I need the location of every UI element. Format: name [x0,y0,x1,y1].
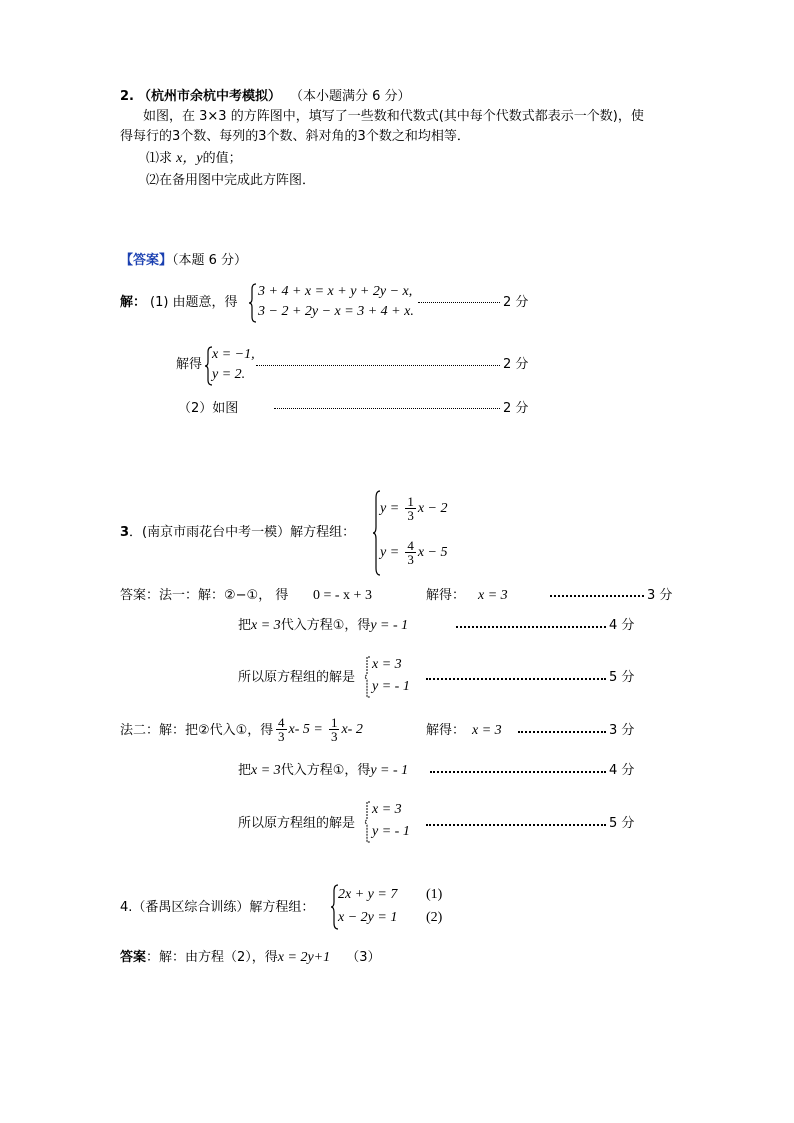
q3-method1-x: x = 3 [478,588,508,603]
answer-points: （本题 6 分） [172,253,248,268]
denominator: 3 [407,552,414,567]
dotted-leader [256,365,500,366]
q3-result-score-2: 5 分 [609,816,635,831]
q3-substitute-score: 4 分 [609,618,635,633]
q3-header [120,524,355,542]
solution-step1-text: (1) 由题意，得 [150,295,238,310]
solved-label: 解得 [176,357,203,372]
fraction [405,539,416,566]
dotted-leader [550,595,644,597]
q4-equation-1: 2x + y = 7 [338,887,398,902]
q3-result-label: 所以原方程组的解是 [238,670,356,685]
q2-part1-tail: 的值； [202,151,242,166]
q3-eqB-lhs: y = [380,545,400,560]
q2-part1-marker: ⑴ [146,151,160,166]
q3-result-x-2: x = 3 [372,802,402,817]
sub-x: x = 3 [251,618,281,633]
q3-eqB-rhs: x − 5 [417,545,448,560]
score-2: 2 分 [503,357,529,372]
q3-method1-lead: 答案：法一：解：②−①， 得 [120,588,289,603]
solution-label: 解： [120,295,147,310]
q3-source: ．(南京市雨花台中考一模）解方程组： [129,525,356,540]
q3-eqA-lhs: y = [380,501,400,516]
q2-body-line1: 如图，在 3×3 的方阵图中，填写了一些数和代数式(其中每个代数式都表示一个数)，使 [143,109,644,124]
q4-number: 4. [120,900,133,915]
q2-source: （杭州市余杭中考模拟） [138,89,282,104]
q3-method2-solved: 解得： [426,723,466,738]
dotted-leader [426,824,606,826]
answer-label: 【答案】 [120,253,173,268]
q3-method1-equation: 0 = - x + 3 [313,588,372,603]
left-brace-icon [364,801,372,843]
sub-text: 代入方程①，得 [280,763,371,778]
q2-number: 2. [120,89,134,104]
score-1: 2 分 [503,295,529,310]
q2-part1 [146,150,242,168]
result-x: x = −1, [212,347,255,362]
dotted-leader [426,678,606,680]
q3-eqA-rhs: x − 2 [417,501,448,516]
q3-result-x: x = 3 [372,657,402,672]
q4-header [120,899,314,917]
q3-method2-score: 3 分 [609,723,635,738]
q4-answer-text: ：解：由方程（2），得 [146,950,278,965]
sub-text: 代入方程①，得 [280,618,371,633]
fraction [329,716,340,743]
fraction [405,495,416,522]
q2-points: （本小题满分 6 分） [290,89,411,104]
m2-tail: x- 2 [341,722,363,737]
q3-substitute-line-2 [238,762,408,780]
q4-answer-equation: x = 2y+1 [277,950,331,965]
denominator: 3 [407,508,414,523]
numerator: 4 [407,538,414,553]
sub-y: y = - 1 [370,618,409,633]
result-system-1 [204,346,264,386]
q3-equation-system [372,490,472,576]
score-3: 2 分 [503,401,529,416]
q3-method2-lead: 法二：解：把②代入①，得 [120,723,274,738]
dotted-leader [456,626,606,628]
q3-result-system [364,656,424,698]
q3-result-system-2 [364,801,424,843]
q4-source: （番禺区综合训练）解方程组： [132,900,315,915]
sub-text: 把 [238,618,252,633]
left-brace-icon [364,656,372,698]
equation-1b: 3 − 2 + 2y − x = 3 + 4 + x. [258,304,414,319]
equation-1a: 3 + 4 + x = x + y + 2y − x, [258,284,413,299]
q3-method2-x: x = 3 [472,723,502,738]
q3-method1-solved: 解得： [426,588,466,603]
q3-method2-equation [274,712,363,748]
numerator: 1 [407,494,414,509]
q4-answer [120,949,381,967]
dotted-leader [430,771,606,773]
numerator: 1 [330,715,338,730]
answer-header [120,252,247,270]
q3-result-label-2: 所以原方程组的解是 [238,816,356,831]
q3-equation-a [380,494,447,524]
result-y: y = 2. [212,367,246,382]
q4-equation-2: x − 2y = 1 [338,910,398,925]
left-brace-icon [248,283,258,323]
solution-step2: （2）如图 [178,401,239,416]
q2-body-line2: 得每行的3个数、每列的3个数、斜对角的3个数之和均相等． [120,129,470,144]
q4-equation-2-tag: (2) [426,910,443,925]
q2-part1-vars: x，y [176,151,203,166]
q3-number: 3 [120,525,130,540]
q3-result-y-2: y = - 1 [372,824,410,839]
q3-result-score: 5 分 [609,670,635,685]
sub-text: 把 [238,763,252,778]
q3-substitute-score-2: 4 分 [609,763,635,778]
q4-answer-label: 答案 [120,950,147,965]
q3-equation-b [380,538,447,568]
q4-answer-tag: （3） [346,950,381,965]
equation-system-1 [248,283,414,323]
denominator: 3 [330,729,338,744]
q2-part1-text: 求 [159,151,173,166]
dotted-leader [518,731,606,733]
q3-substitute-line [238,617,408,635]
denominator: 3 [278,729,285,744]
m2-mid: x- 5 = [288,722,323,737]
q4-equation-system [330,884,480,930]
fraction [276,716,287,743]
q3-method1-score: 3 分 [647,588,673,603]
sub-x: x = 3 [251,763,281,778]
q4-equation-1-tag: (1) [426,887,443,902]
dotted-leader [274,408,500,409]
q3-result-y: y = - 1 [372,679,410,694]
q2-part2: ⑵在备用图中完成此方阵图． [146,173,316,188]
numerator: 4 [278,715,285,730]
sub-y: y = - 1 [370,763,409,778]
dotted-leader [418,302,500,303]
